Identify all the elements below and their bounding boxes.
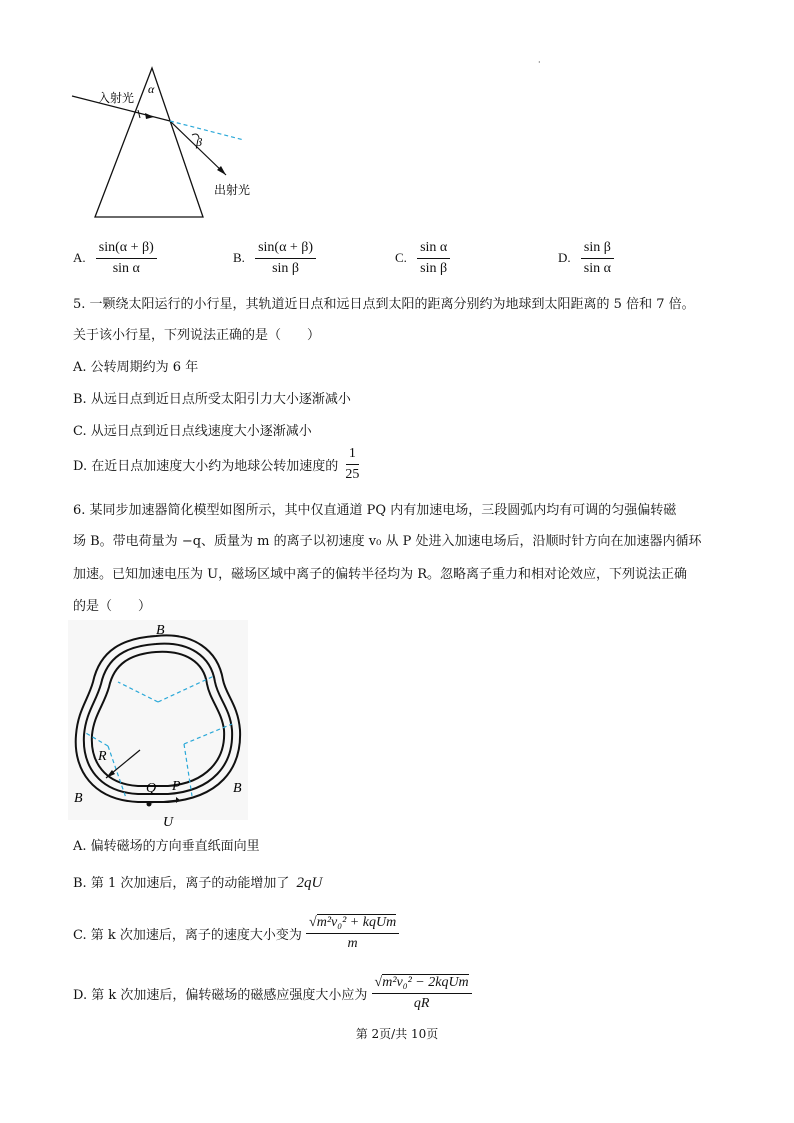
q5-option-c[interactable]: C. 从远日点到近日点线速度大小逐渐减小 <box>73 424 312 439</box>
q6-option-c[interactable] <box>73 915 399 952</box>
option-fraction <box>96 240 157 277</box>
q5-option-d[interactable] <box>73 446 362 483</box>
fraction-numerator <box>306 915 399 934</box>
beta-label: β <box>196 135 202 149</box>
option-letter: C. <box>395 250 407 265</box>
fraction-numerator <box>372 975 472 994</box>
q6-stem-line2: 场 B。带电荷量为 −q、质量为 m 的离子以初速度 v₀ 从 P 处进入加速电场后，沿顺时针方向在加速器内循环 <box>73 534 702 549</box>
sqrt-icon: √ <box>374 975 383 990</box>
q-point <box>147 802 152 807</box>
q4-option-c[interactable] <box>395 240 450 277</box>
q6-option-b[interactable] <box>73 872 322 892</box>
option-fraction <box>306 915 399 952</box>
prism-diagram <box>68 62 268 232</box>
option-text: C. 第 k 次加速后，离子的速度大小变为 <box>73 928 302 943</box>
fraction-denominator: sin β <box>272 261 300 276</box>
accelerator-diagram <box>68 620 258 835</box>
u-label: U <box>163 815 174 830</box>
q5-option-b[interactable]: B. 从远日点到近日点所受太阳引力大小逐渐减小 <box>73 392 351 407</box>
radicand: m²v₀² + kqUm <box>316 915 397 930</box>
option-text: D. 在近日点加速度大小约为地球公转加速度的 <box>73 459 339 474</box>
fraction-denominator: m <box>347 936 358 951</box>
q-label: Q <box>146 781 157 796</box>
option-letter: D. <box>558 250 571 265</box>
q4-option-d[interactable] <box>558 240 614 277</box>
fraction-numerator: 1 <box>346 446 359 465</box>
q6-stem-line4: 的是（ ） <box>73 599 152 614</box>
fraction-numerator: sin(α + β) <box>96 240 157 259</box>
q5-stem-line1: 5. 一颗绕太阳运行的小行星，其轨道近日点和远日点到太阳的距离分别约为地球到太阳距离的 5 倍和 7 倍。 <box>73 297 695 312</box>
fraction-numerator: sin(α + β) <box>255 240 316 259</box>
p-label: P <box>172 779 181 794</box>
q4-option-b[interactable] <box>233 240 316 277</box>
page-footer: 第 2页/共 10页 <box>355 1027 439 1041</box>
normal-mark <box>138 110 140 118</box>
fraction-denominator: qR <box>413 996 430 1011</box>
sqrt-icon: √ <box>309 915 317 930</box>
option-fraction <box>581 240 614 277</box>
option-fraction <box>342 446 362 483</box>
incident-label: 入射光 <box>98 91 135 105</box>
option-letter: B. <box>233 250 245 265</box>
fraction-denominator: 25 <box>345 467 360 482</box>
q6-option-d[interactable] <box>73 975 472 1012</box>
option-fraction <box>255 240 316 277</box>
b-label-left: B <box>74 791 83 806</box>
alpha-label: α <box>148 82 155 96</box>
b-label-top: B <box>156 623 165 638</box>
option-letter: A. <box>73 250 86 265</box>
option-text: B. 第 1 次加速后，离子的动能增加了 <box>73 876 290 891</box>
extension-dashed-line <box>170 121 244 140</box>
fraction-denominator: sin α <box>112 261 140 276</box>
fraction-denominator: sin α <box>583 261 611 276</box>
exit-label: 出射光 <box>214 183 251 197</box>
fraction-denominator: sin β <box>420 261 448 276</box>
option-fraction <box>417 240 450 277</box>
radicand: m²v₀² − 2kqUm <box>382 975 469 990</box>
corner-mark: · <box>538 58 541 67</box>
option-fraction <box>372 975 472 1012</box>
b-label-right: B <box>233 781 242 796</box>
q5-option-a[interactable]: A. 公转周期约为 6 年 <box>73 360 199 375</box>
q6-option-a[interactable]: A. 偏转磁场的方向垂直纸面向里 <box>73 839 260 854</box>
q5-stem-line2: 关于该小行星，下列说法正确的是（ ） <box>73 328 321 343</box>
q6-stem-line3: 加速。已知加速电压为 U，磁场区域中离子的偏转半径均为 R。忽略离子重力和相对论效应，下列说法正确 <box>73 567 688 582</box>
option-text: D. 第 k 次加速后，偏转磁场的磁感应强度大小应为 <box>73 988 368 1003</box>
option-expression: 2qU <box>296 875 323 891</box>
fraction-numerator: sin β <box>581 240 614 259</box>
q4-option-a[interactable] <box>73 240 157 277</box>
fraction-numerator: sin α <box>417 240 450 259</box>
r-label: R <box>98 749 107 764</box>
q6-stem-line1: 6. 某同步加速器简化模型如图所示，其中仅直通道 PQ 内有加速电场，三段圆弧内均有可调的匀强偏转磁 <box>73 503 677 518</box>
